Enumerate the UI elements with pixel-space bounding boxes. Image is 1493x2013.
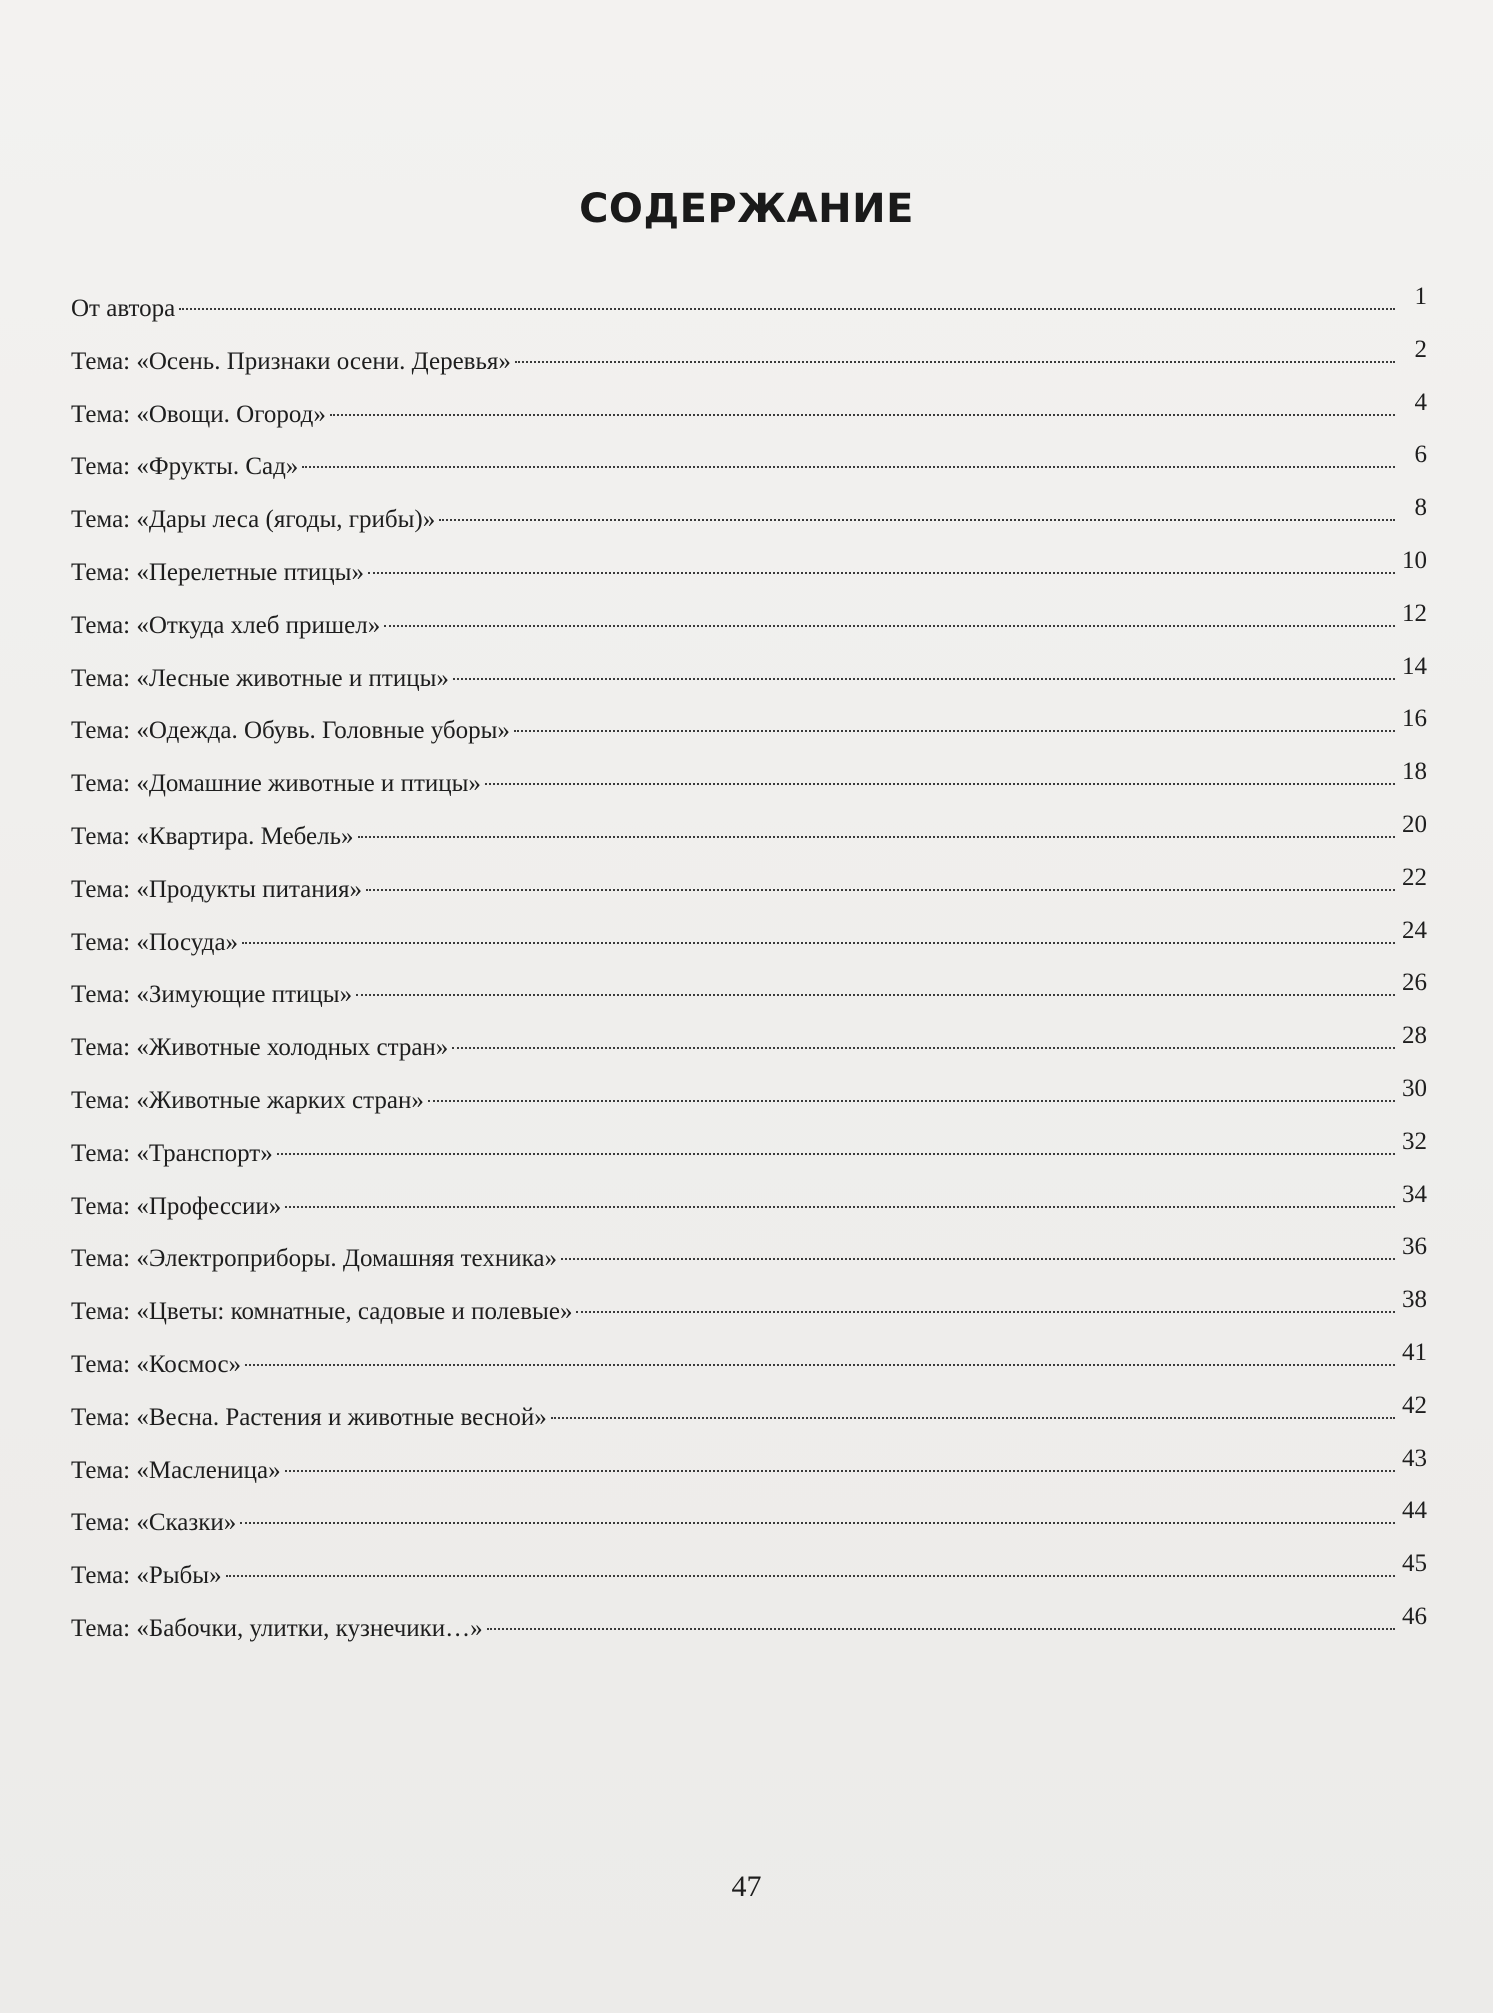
dot-leader xyxy=(368,572,1395,574)
toc-entry xyxy=(71,758,1427,822)
toc-entry-page: 42 xyxy=(1402,1391,1427,1419)
toc-entry-page: 30 xyxy=(1402,1074,1427,1102)
dot-leader xyxy=(330,414,1395,416)
toc-entry-page: 10 xyxy=(1402,546,1427,574)
toc-entry xyxy=(71,1338,1427,1403)
toc-entry-title: Тема: «Рыбы» xyxy=(71,1562,222,1590)
toc-entry-page: 4 xyxy=(1414,388,1427,416)
dot-leader xyxy=(452,1047,1395,1049)
page-number: 47 xyxy=(731,1870,762,1903)
toc-entry-title: Тема: «Откуда хлеб пришел» xyxy=(71,611,381,639)
dot-leader xyxy=(302,466,1395,468)
page-title: СОДЕРЖАНИЕ xyxy=(579,186,914,232)
toc-entry xyxy=(71,1391,1427,1456)
toc-entry-title: Тема: «Домашние животные и птицы» xyxy=(71,770,481,798)
dot-leader xyxy=(428,1100,1395,1102)
toc-entry xyxy=(71,441,1427,505)
toc-entry xyxy=(71,599,1427,664)
dot-leader xyxy=(240,1522,1395,1524)
toc-entry-page: 2 xyxy=(1414,335,1427,363)
toc-entry-page: 1 xyxy=(1414,283,1427,310)
toc-entry-page: 6 xyxy=(1414,441,1427,469)
dot-leader xyxy=(551,1417,1395,1419)
toc-entry-title: Тема: «Бабочки, улитки, кузнечики…» xyxy=(71,1614,483,1642)
toc-entry-title: Тема: «Сказки» xyxy=(71,1509,237,1537)
toc-entry-page: 28 xyxy=(1402,1022,1427,1050)
toc-entry xyxy=(71,1074,1427,1139)
dot-leader xyxy=(366,889,1395,891)
toc-entry xyxy=(71,810,1427,875)
toc-entry xyxy=(71,283,1427,347)
toc-entry xyxy=(71,546,1427,611)
toc-entry-title: Тема: «Зимующие птицы» xyxy=(71,981,353,1009)
toc-entry-title: Тема: «Продукты питания» xyxy=(71,875,363,903)
toc-entry-title: Тема: «Овощи. Огород» xyxy=(71,400,326,428)
toc-entry-page: 46 xyxy=(1402,1602,1427,1630)
dot-leader xyxy=(485,783,1395,785)
dot-leader xyxy=(561,1258,1395,1260)
dot-leader xyxy=(285,1206,1395,1208)
toc-entry-title: Тема: «Дары леса (ягоды, грибы)» xyxy=(71,506,436,534)
toc-entry xyxy=(71,494,1427,558)
toc-entry xyxy=(71,1180,1427,1245)
toc-entry-page: 34 xyxy=(1402,1180,1427,1208)
toc-entry xyxy=(71,916,1427,981)
toc-entry xyxy=(71,1602,1427,1667)
toc-entry-title: Тема: «Цветы: комнатные, садовые и полевые» xyxy=(71,1298,573,1326)
toc-entry-page: 41 xyxy=(1402,1338,1427,1366)
dot-leader xyxy=(245,1364,1395,1366)
dot-leader xyxy=(285,1470,1395,1472)
toc-entry-title: От автора xyxy=(71,295,176,322)
toc-entry-page: 8 xyxy=(1414,494,1427,522)
toc-entry xyxy=(71,1550,1427,1614)
toc-entry-title: Тема: «Космос» xyxy=(71,1350,242,1378)
toc-entry xyxy=(71,1286,1427,1350)
toc-entry-title: Тема: «Квартира. Мебель» xyxy=(71,822,354,850)
toc-entry-page: 44 xyxy=(1402,1497,1427,1525)
toc-entry xyxy=(71,863,1427,928)
toc-entry-title: Тема: «Фрукты. Сад» xyxy=(71,453,299,481)
table-of-contents xyxy=(71,283,1427,1667)
dot-leader xyxy=(453,678,1395,680)
toc-entry-page: 32 xyxy=(1402,1127,1427,1155)
dot-leader xyxy=(439,519,1395,521)
toc-entry xyxy=(71,1444,1427,1509)
dot-leader xyxy=(277,1153,1395,1155)
toc-entry-title: Тема: «Электроприборы. Домашняя техника» xyxy=(71,1245,557,1273)
dot-leader xyxy=(384,625,1395,627)
toc-entry-page: 36 xyxy=(1402,1233,1427,1261)
toc-entry-page: 12 xyxy=(1402,599,1427,627)
toc-entry-title: Тема: «Масленица» xyxy=(71,1456,281,1484)
toc-entry xyxy=(71,388,1427,453)
toc-entry-title: Тема: «Перелетные птицы» xyxy=(71,558,364,586)
dot-leader xyxy=(515,361,1395,363)
dot-leader xyxy=(356,994,1395,996)
toc-entry-page: 14 xyxy=(1402,652,1427,680)
toc-entry-page: 24 xyxy=(1402,916,1427,944)
toc-entry-title: Тема: «Посуда» xyxy=(71,928,239,956)
dot-leader xyxy=(358,836,1395,838)
toc-entry-title: Тема: «Транспорт» xyxy=(71,1139,273,1167)
toc-entry xyxy=(71,1497,1427,1561)
toc-entry-title: Тема: «Животные холодных стран» xyxy=(71,1034,449,1062)
toc-entry-title: Тема: «Одежда. Обувь. Головные уборы» xyxy=(71,717,510,745)
toc-entry-page: 16 xyxy=(1402,705,1427,733)
dot-leader xyxy=(179,308,1395,310)
toc-entry xyxy=(71,1127,1427,1192)
toc-entry-title: Тема: «Лесные животные и птицы» xyxy=(71,664,449,692)
toc-entry xyxy=(71,969,1427,1033)
toc-entry-title: Тема: «Осень. Признаки осени. Деревья» xyxy=(71,347,511,375)
toc-entry-page: 20 xyxy=(1402,810,1427,838)
toc-entry xyxy=(71,1022,1427,1086)
dot-leader xyxy=(226,1575,1395,1577)
toc-entry-page: 45 xyxy=(1402,1550,1427,1578)
toc-entry-title: Тема: «Профессии» xyxy=(71,1192,282,1220)
toc-entry-page: 22 xyxy=(1402,863,1427,891)
toc-entry xyxy=(71,652,1427,717)
dot-leader xyxy=(514,730,1395,732)
toc-entry-page: 38 xyxy=(1402,1286,1427,1314)
toc-entry-title: Тема: «Весна. Растения и животные весной» xyxy=(71,1403,547,1431)
toc-entry xyxy=(71,1233,1427,1297)
toc-entry xyxy=(71,705,1427,769)
toc-entry-title: Тема: «Животные жарких стран» xyxy=(71,1086,424,1114)
toc-entry-page: 26 xyxy=(1402,969,1427,997)
dot-leader xyxy=(487,1628,1395,1630)
dot-leader xyxy=(576,1311,1395,1313)
toc-entry-page: 43 xyxy=(1402,1444,1427,1472)
dot-leader xyxy=(242,942,1395,944)
toc-entry xyxy=(71,335,1427,400)
toc-entry-page: 18 xyxy=(1402,758,1427,786)
